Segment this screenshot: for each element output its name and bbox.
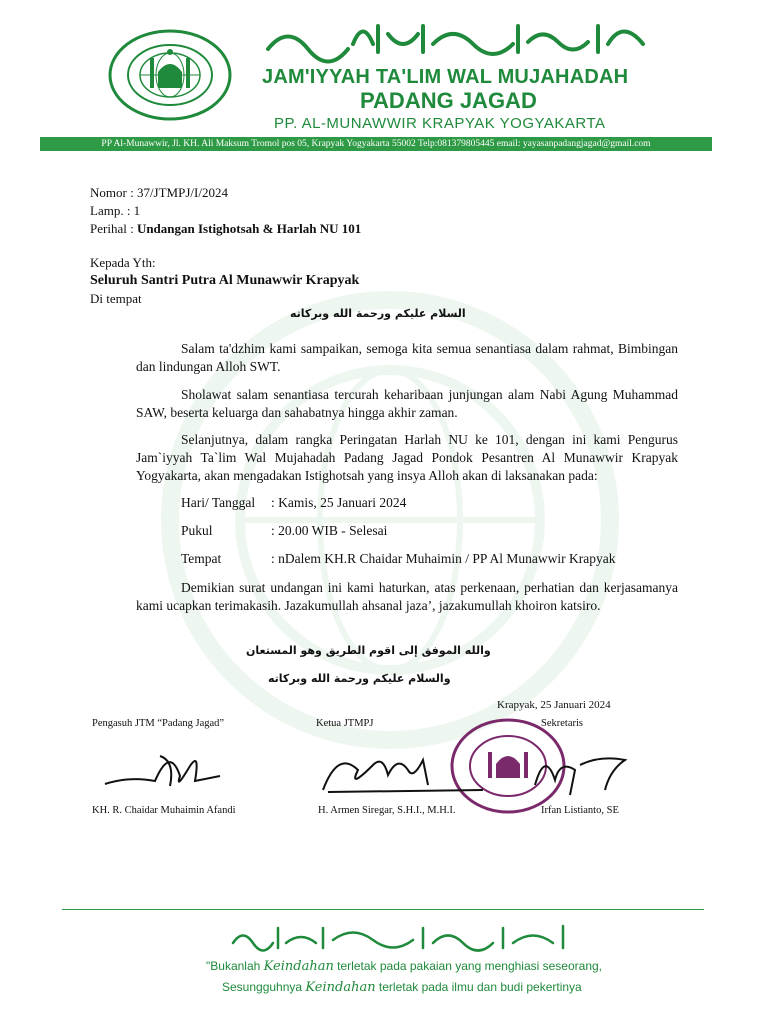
address-bar: PP Al-Munawwir, Jl. KH. Ali Maksum Tromol pos 05, Krapyak Yogyakarta 55002 Telp:081379805445 email: yayasanpadangjagad@gmail.com: [40, 137, 712, 151]
footer-quote-line1: [206, 959, 602, 974]
detail-time: [181, 523, 387, 539]
letter-subject: [90, 220, 490, 238]
detail-label: Hari/ Tanggal: [181, 495, 256, 510]
place-date: Krapyak, 25 Januari 2024: [497, 699, 611, 711]
org-name-line3: PP. AL-MUNAWWIR KRAPYAK YOGYAKARTA: [274, 115, 606, 132]
org-name-line1: JAM'IYYAH TA'LIM WAL MUJAHADAH: [262, 66, 629, 88]
detail-label: Pukul: [181, 523, 213, 538]
footer-text: "Bukanlah: [206, 959, 261, 973]
footer-script-word: Keindahan: [263, 959, 334, 974]
detail-value: : nDalem KH.R Chaidar Muhaimin / PP Al Munawwir Krapyak: [271, 551, 616, 566]
signer-name-2: H. Armen Siregar, S.H.I., M.H.I.: [318, 805, 456, 816]
recipient-block: [90, 254, 359, 308]
org-name-line2: PADANG JAGAD: [360, 88, 537, 113]
letter-attachment: Lamp. : 1: [90, 203, 141, 218]
subject-label: Perihal :: [90, 221, 134, 236]
arabic-calligraphy-title: [258, 14, 658, 64]
footer-text: terletak pada ilmu dan budi pekertinya: [378, 980, 582, 994]
signature-2: [318, 740, 488, 805]
detail-value: : Kamis, 25 Januari 2024: [271, 495, 407, 510]
recipient-name: Seluruh Santri Putra Al Munawwir Krapyak: [90, 273, 360, 288]
closing-arabic-2: والسلام عليكم ورحمة الله وبركاته: [268, 672, 451, 685]
signature-1: [100, 736, 230, 801]
footer-text: terletak pada pakaian yang menghiasi seseorang,: [337, 959, 602, 973]
paragraph-closing: Demikian surat undangan ini kami haturkan, atas perkenaan, perhatian dan kerjasamanya kami ucapkan terimakasih. Jazakumullah ahsanal jaza’, jazakumullah khoiron katsiro.: [136, 580, 678, 613]
organization-logo: [106, 28, 234, 122]
subject-value: Undangan Istighotsah & Harlah NU 101: [136, 221, 362, 236]
footer-divider: [62, 909, 704, 910]
detail-day-date: [181, 495, 406, 511]
closing-arabic-1: والله الموفق إلى اقوم الطريق وهو المستعان: [246, 644, 491, 657]
signer-name-3: Irfan Listianto, SE: [541, 805, 619, 816]
footer-text: Sesungguhnya: [222, 980, 303, 994]
signer-name-1: KH. R. Chaidar Muhaimin Afandi: [92, 805, 236, 816]
detail-value: : 20.00 WIB - Selesai: [271, 523, 388, 538]
recipient-place: Di tempat: [90, 291, 142, 306]
footer-arabic-calligraphy: [228, 918, 578, 954]
detail-label: Tempat: [181, 551, 222, 566]
to-label: Kepada Yth:: [90, 255, 156, 270]
footer-script-word: Keindahan: [305, 980, 376, 995]
signer-role-3: Sekretaris: [541, 718, 583, 729]
detail-place: [181, 551, 615, 567]
signature-3: [530, 740, 640, 805]
paragraph-greeting: Salam ta'dzhim kami sampaikan, semoga kita semua senantiasa dalam rahmat, Bimbingan dan lindungan Alloh SWT.: [136, 341, 678, 374]
salam-arabic: السلام عليكم ورحمة الله وبركاته: [290, 307, 466, 320]
letter-number: Nomor : 37/JTMPJ/I/2024: [90, 185, 228, 200]
footer-quote-line2: [222, 980, 582, 995]
signer-role-1: Pengasuh JTM “Padang Jagad”: [92, 718, 225, 729]
letter-meta: [90, 184, 490, 238]
paragraph-sholawat: Sholawat salam senantiasa tercurah keharibaan junjungan alam Nabi Agung Muhammad SAW, beserta keluarga dan sahabatnya hingga akhir zaman.: [136, 387, 678, 420]
signer-role-2: Ketua JTMPJ: [316, 718, 374, 729]
paragraph-invitation: Selanjutnya, dalam rangka Peringatan Harlah NU ke 101, dengan ini kami Pengurus Jam`iyyah Ta`lim Wal Mujahadah Padang Jagad Pondok Pesantren Al Munawwir Krapyak Yogyakarta, akan mengadakan Istighotsah yang insya Alloh akan di laksanakan pada:: [136, 432, 678, 483]
